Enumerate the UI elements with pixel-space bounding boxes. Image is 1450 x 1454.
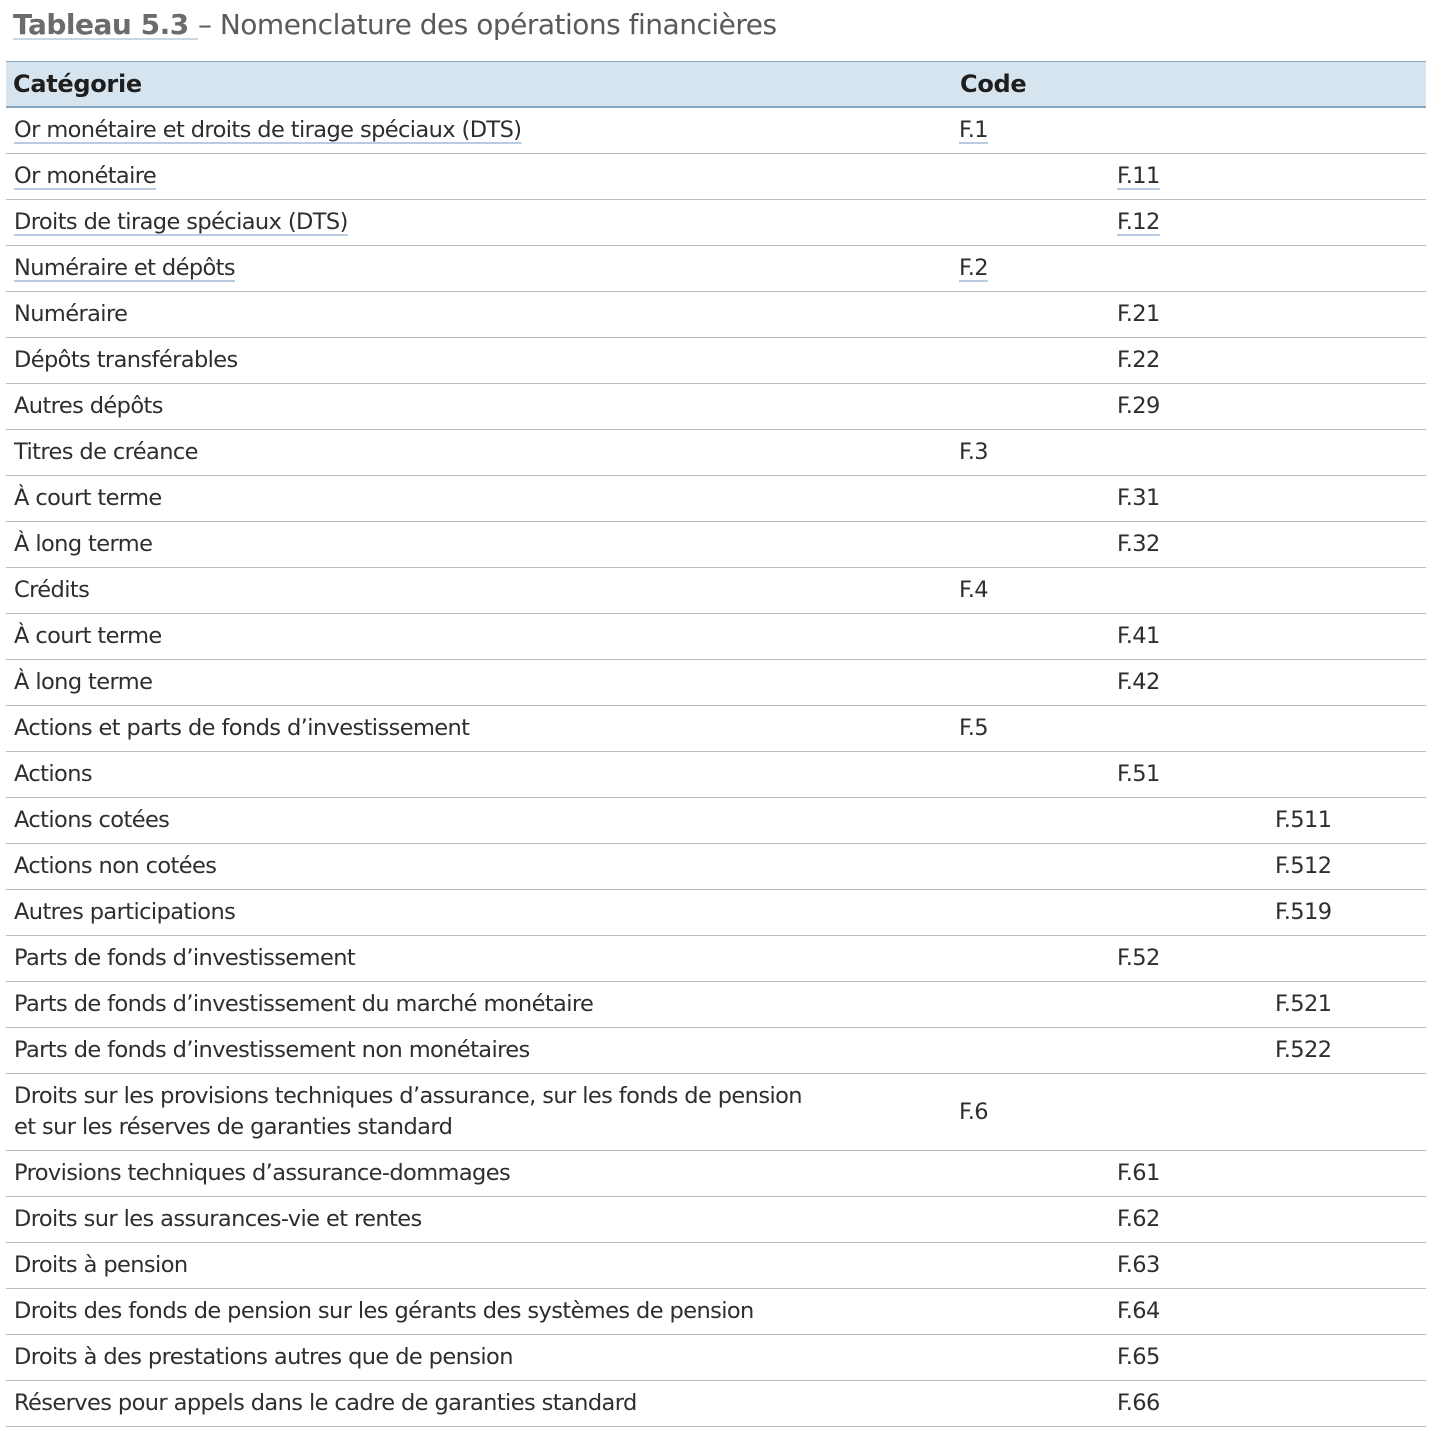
- code-cell-level-1: [953, 476, 1111, 522]
- code-value: F.62: [1117, 1206, 1160, 1232]
- category-cell: [6, 982, 953, 1028]
- code-cell-level-1: [953, 384, 1111, 430]
- code-cell-level-1: [953, 706, 1111, 752]
- table-row: [6, 1074, 1426, 1151]
- category-label: À court terme: [14, 623, 162, 649]
- category-label: Titres de créance: [14, 439, 198, 465]
- code-cell-level-2: [1111, 614, 1269, 660]
- code-cell-level-2: [1111, 798, 1269, 844]
- code-value: F.61: [1117, 1160, 1160, 1186]
- code-cell-level-2: [1111, 660, 1269, 706]
- code-cell-level-3: [1269, 384, 1426, 430]
- code-cell-level-3: [1269, 1289, 1426, 1335]
- code-cell-level-3: [1269, 338, 1426, 384]
- category-label[interactable]: Droits de tirage spéciaux (DTS): [14, 209, 348, 235]
- code-cell-level-2: [1111, 844, 1269, 890]
- code-cell-level-1: [953, 1074, 1111, 1151]
- table-title: – Nomenclature des opérations financières: [197, 8, 777, 41]
- category-label: Parts de fonds d’investissement: [14, 945, 356, 971]
- category-cell: [6, 1381, 953, 1427]
- code-value: F.519: [1275, 899, 1332, 925]
- code-cell-level-3: [1269, 246, 1426, 292]
- code-cell-level-2: [1111, 476, 1269, 522]
- code-cell-level-3: [1269, 706, 1426, 752]
- code-cell-level-2: [1111, 1243, 1269, 1289]
- category-cell: [6, 844, 953, 890]
- code-cell-level-1: [953, 430, 1111, 476]
- code-value: F.22: [1117, 347, 1160, 373]
- code-cell-level-2: [1111, 154, 1269, 200]
- category-label[interactable]: Or monétaire et droits de tirage spéciaux (DTS): [14, 117, 522, 143]
- code-cell-level-3: [1269, 292, 1426, 338]
- code-value: F.51: [1117, 761, 1160, 787]
- category-label: Autres participations: [14, 899, 236, 925]
- table-row: [6, 476, 1426, 522]
- code-value[interactable]: F.12: [1117, 209, 1160, 235]
- code-cell-level-1: [953, 246, 1111, 292]
- table-row: [6, 1151, 1426, 1197]
- category-label: Droits à des prestations autres que de pension: [14, 1344, 513, 1370]
- table-number[interactable]: Tableau 5.3: [13, 8, 198, 41]
- category-cell: [6, 476, 953, 522]
- code-cell-level-1: [953, 936, 1111, 982]
- code-value: F.41: [1117, 623, 1160, 649]
- code-cell-level-2: [1111, 522, 1269, 568]
- category-label: Dépôts transférables: [14, 347, 238, 373]
- category-label: Actions: [14, 761, 92, 787]
- table-row: [6, 1289, 1426, 1335]
- table-body: [6, 107, 1426, 1427]
- code-cell-level-2: [1111, 706, 1269, 752]
- code-cell-level-1: [953, 1028, 1111, 1074]
- category-cell: [6, 107, 953, 154]
- code-cell-level-2: [1111, 430, 1269, 476]
- category-cell: [6, 430, 953, 476]
- category-label: À court terme: [14, 485, 162, 511]
- code-cell-level-1: [953, 614, 1111, 660]
- code-value: F.31: [1117, 485, 1160, 511]
- code-cell-level-2: [1111, 338, 1269, 384]
- code-value: F.29: [1117, 393, 1160, 419]
- table-row: [6, 1197, 1426, 1243]
- category-cell: [6, 1335, 953, 1381]
- table-row: [6, 1335, 1426, 1381]
- code-cell-level-1: [953, 1151, 1111, 1197]
- category-cell: [6, 1074, 953, 1151]
- category-cell: [6, 522, 953, 568]
- category-label: Droits des fonds de pension sur les gérants des systèmes de pension: [14, 1298, 754, 1324]
- category-label: Autres dépôts: [14, 393, 163, 419]
- code-value: F.521: [1275, 991, 1332, 1017]
- nomenclature-table: [6, 61, 1426, 1427]
- code-cell-level-3: [1269, 890, 1426, 936]
- code-cell-level-1: [953, 752, 1111, 798]
- code-value[interactable]: F.11: [1117, 163, 1160, 189]
- category-cell: [6, 200, 953, 246]
- code-cell-level-3: [1269, 522, 1426, 568]
- code-value[interactable]: F.1: [959, 117, 988, 143]
- category-label: À long terme: [14, 669, 153, 695]
- code-cell-level-2: [1111, 246, 1269, 292]
- category-label: Crédits: [14, 577, 90, 603]
- table-row: [6, 246, 1426, 292]
- category-label: Actions non cotées: [14, 853, 217, 879]
- code-cell-level-1: [953, 338, 1111, 384]
- code-cell-level-3: [1269, 1243, 1426, 1289]
- category-label: Réserves pour appels dans le cadre de garanties standard: [14, 1390, 637, 1416]
- code-cell-level-2: [1111, 1335, 1269, 1381]
- code-cell-level-2: [1111, 1151, 1269, 1197]
- code-value: F.4: [959, 577, 988, 603]
- code-cell-level-3: [1269, 798, 1426, 844]
- code-cell-level-2: [1111, 936, 1269, 982]
- code-cell-level-3: [1269, 476, 1426, 522]
- category-label: À long terme: [14, 531, 153, 557]
- code-value: F.52: [1117, 945, 1160, 971]
- category-cell: [6, 614, 953, 660]
- code-cell-level-1: [953, 1289, 1111, 1335]
- code-cell-level-1: [953, 292, 1111, 338]
- category-cell: [6, 338, 953, 384]
- table-row: [6, 982, 1426, 1028]
- code-value: F.511: [1275, 807, 1332, 833]
- code-cell-level-1: [953, 890, 1111, 936]
- table-row: [6, 107, 1426, 154]
- table-row: [6, 568, 1426, 614]
- header-categorie: Catégorie: [6, 62, 953, 108]
- code-value: F.512: [1275, 853, 1332, 879]
- code-cell-level-1: [953, 844, 1111, 890]
- category-cell: [6, 384, 953, 430]
- code-cell-level-2: [1111, 890, 1269, 936]
- code-cell-level-1: [953, 1243, 1111, 1289]
- category-label: Numéraire: [14, 301, 128, 327]
- category-cell: [6, 1289, 953, 1335]
- table-row: [6, 614, 1426, 660]
- category-cell: [6, 1028, 953, 1074]
- code-cell-level-3: [1269, 1335, 1426, 1381]
- code-cell-level-2: [1111, 982, 1269, 1028]
- code-value: F.6: [959, 1098, 988, 1125]
- category-label[interactable]: Numéraire et dépôts: [14, 255, 236, 281]
- table-row: [6, 154, 1426, 200]
- code-cell-level-3: [1269, 430, 1426, 476]
- code-cell-level-2: [1111, 384, 1269, 430]
- category-cell: [6, 890, 953, 936]
- category-cell: [6, 798, 953, 844]
- category-cell: [6, 752, 953, 798]
- table-row: [6, 936, 1426, 982]
- category-label: Droits à pension: [14, 1252, 188, 1278]
- category-label[interactable]: Or monétaire: [14, 163, 157, 189]
- code-cell-level-2: [1111, 292, 1269, 338]
- category-label: Parts de fonds d’investissement non monétaires: [14, 1037, 530, 1063]
- code-value: F.42: [1117, 669, 1160, 695]
- code-cell-level-3: [1269, 1074, 1426, 1151]
- table-row: [6, 752, 1426, 798]
- code-cell-level-1: [953, 1197, 1111, 1243]
- code-value: F.64: [1117, 1298, 1160, 1324]
- category-cell: [6, 1243, 953, 1289]
- code-cell-level-2: [1111, 752, 1269, 798]
- category-cell: [6, 1151, 953, 1197]
- code-cell-level-3: [1269, 200, 1426, 246]
- code-cell-level-3: [1269, 752, 1426, 798]
- code-cell-level-1: [953, 522, 1111, 568]
- code-cell-level-1: [953, 154, 1111, 200]
- code-cell-level-2: [1111, 1197, 1269, 1243]
- category-label: Actions et parts de fonds d’investissement: [14, 715, 470, 741]
- table-row: [6, 200, 1426, 246]
- code-cell-level-1: [953, 1381, 1111, 1427]
- category-label: Droits sur les assurances-vie et rentes: [14, 1206, 422, 1232]
- code-cell-level-3: [1269, 1381, 1426, 1427]
- category-label: Droits sur les provisions techniques d’assurance, sur les fonds de pension et sur les réserves de garanties standard: [14, 1083, 802, 1140]
- category-cell: [6, 568, 953, 614]
- code-cell-level-3: [1269, 568, 1426, 614]
- category-cell: [6, 154, 953, 200]
- code-cell-level-1: [953, 200, 1111, 246]
- table-row: [6, 1028, 1426, 1074]
- table-row: [6, 706, 1426, 752]
- code-value: F.63: [1117, 1252, 1160, 1278]
- code-cell-level-3: [1269, 154, 1426, 200]
- header-code: Code: [953, 62, 1426, 108]
- code-cell-level-3: [1269, 844, 1426, 890]
- code-cell-level-1: [953, 660, 1111, 706]
- code-cell-level-3: [1269, 936, 1426, 982]
- header-row: [6, 62, 1426, 108]
- code-cell-level-2: [1111, 1028, 1269, 1074]
- code-cell-level-1: [953, 798, 1111, 844]
- category-cell: [6, 936, 953, 982]
- code-value: F.522: [1275, 1037, 1332, 1063]
- table-row: [6, 384, 1426, 430]
- code-value: F.5: [959, 715, 988, 741]
- category-cell: [6, 292, 953, 338]
- code-value[interactable]: F.2: [959, 255, 988, 281]
- table-caption: [13, 8, 777, 41]
- code-value: F.66: [1117, 1390, 1160, 1416]
- code-cell-level-3: [1269, 614, 1426, 660]
- code-cell-level-2: [1111, 1381, 1269, 1427]
- code-cell-level-1: [953, 1335, 1111, 1381]
- code-value: F.32: [1117, 531, 1160, 557]
- code-cell-level-3: [1269, 1151, 1426, 1197]
- category-label: Provisions techniques d’assurance-dommages: [14, 1160, 511, 1186]
- category-cell: [6, 660, 953, 706]
- code-value: F.65: [1117, 1344, 1160, 1370]
- code-cell-level-1: [953, 982, 1111, 1028]
- category-cell: [6, 706, 953, 752]
- code-cell-level-3: [1269, 1028, 1426, 1074]
- code-cell-level-2: [1111, 568, 1269, 614]
- table-row: [6, 292, 1426, 338]
- table-row: [6, 1243, 1426, 1289]
- code-cell-level-1: [953, 568, 1111, 614]
- category-label: Parts de fonds d’investissement du marché monétaire: [14, 991, 594, 1017]
- code-value: F.3: [959, 439, 988, 465]
- table-row: [6, 890, 1426, 936]
- code-cell-level-2: [1111, 200, 1269, 246]
- category-cell: [6, 246, 953, 292]
- table-row: [6, 522, 1426, 568]
- code-cell-level-3: [1269, 107, 1426, 154]
- code-cell-level-1: [953, 107, 1111, 154]
- table-row: [6, 1381, 1426, 1427]
- category-label: Actions cotées: [14, 807, 170, 833]
- table-row: [6, 338, 1426, 384]
- table-row: [6, 430, 1426, 476]
- code-cell-level-3: [1269, 660, 1426, 706]
- table-row: [6, 660, 1426, 706]
- table-row: [6, 844, 1426, 890]
- code-cell-level-2: [1111, 1074, 1269, 1151]
- code-value: F.21: [1117, 301, 1160, 327]
- code-cell-level-2: [1111, 1289, 1269, 1335]
- code-cell-level-3: [1269, 1197, 1426, 1243]
- code-cell-level-2: [1111, 107, 1269, 154]
- category-cell: [6, 1197, 953, 1243]
- table-row: [6, 798, 1426, 844]
- code-cell-level-3: [1269, 982, 1426, 1028]
